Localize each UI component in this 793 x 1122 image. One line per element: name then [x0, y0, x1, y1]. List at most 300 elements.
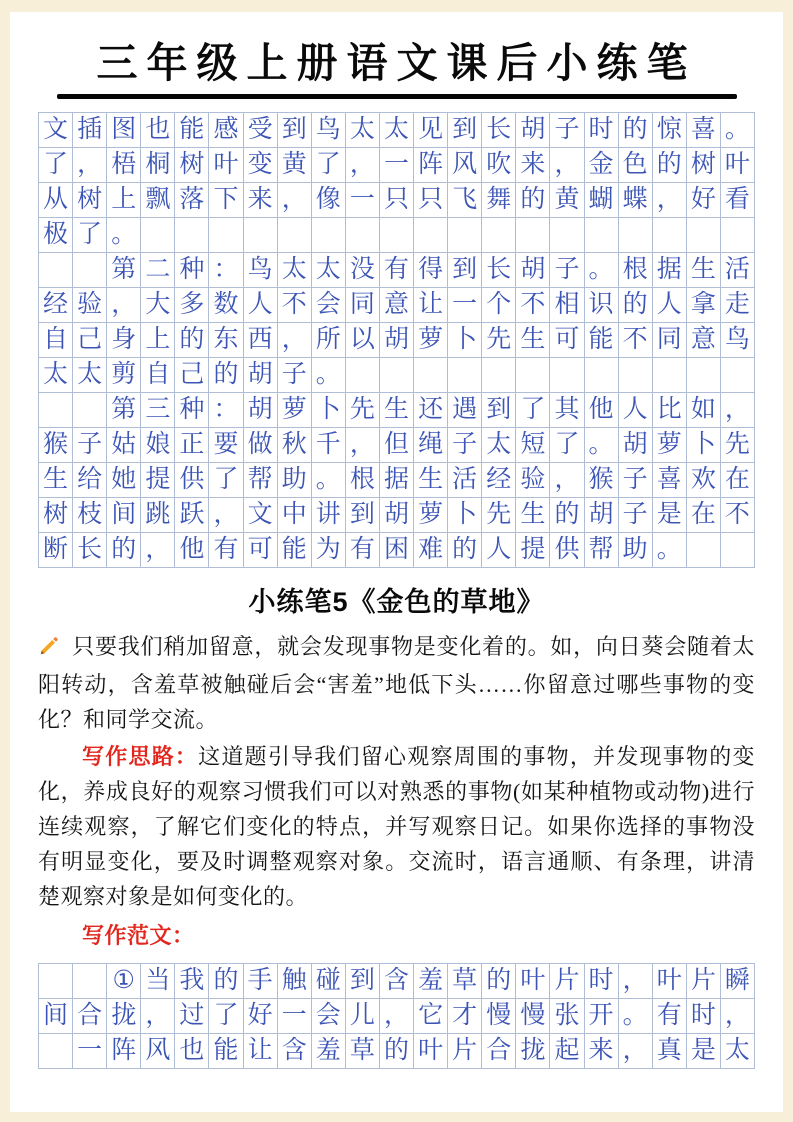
grid-cell: 胡: [619, 428, 653, 463]
grid-cell: 叶: [653, 964, 687, 999]
grid-cell: 不: [721, 498, 755, 533]
grid-cell: 提: [516, 533, 550, 568]
grid-cell: 张: [550, 999, 584, 1034]
grid-cell: 合: [73, 999, 107, 1034]
grid-cell: 据: [653, 253, 687, 288]
grid-cell: 像: [312, 183, 346, 218]
grid-cell: 来: [585, 1034, 619, 1069]
grid-cell: 草: [346, 1034, 380, 1069]
grid-cell: 真: [653, 1034, 687, 1069]
grid-cell: 猴: [39, 428, 73, 463]
grid-cell: 子: [619, 463, 653, 498]
grid-cell: 能: [209, 1034, 243, 1069]
grid-cell: 帮: [244, 463, 278, 498]
page-title: 三年级上册语文课后小练笔: [96, 40, 697, 86]
grid-cell: ，: [346, 428, 380, 463]
grid-cell: 太: [312, 253, 346, 288]
grid-cell: 金: [585, 148, 619, 183]
grid-cell: 秋: [278, 428, 312, 463]
grid-cell: [619, 218, 653, 253]
grid-cell: 开: [585, 999, 619, 1034]
grid-cell: 娘: [141, 428, 175, 463]
grid-cell: 它: [414, 999, 448, 1034]
grid-cell: 有: [346, 533, 380, 568]
grid-cell: ，: [721, 393, 755, 428]
grid-cell: 了: [73, 218, 107, 253]
grid-cell: 在: [721, 463, 755, 498]
grid-cell: 根: [619, 253, 653, 288]
grid-cell: 助: [278, 463, 312, 498]
grid-cell: 文: [39, 113, 73, 148]
grid-cell: 活: [448, 463, 482, 498]
grid-cell: 以: [346, 323, 380, 358]
grid-cell: 的: [550, 498, 584, 533]
grid-cell: 先: [482, 498, 516, 533]
grid-cell: 上: [107, 183, 141, 218]
grid-cell: 的: [653, 148, 687, 183]
grid-cell: [585, 358, 619, 393]
grid-cell: 困: [380, 533, 414, 568]
grid-cell: 西: [244, 323, 278, 358]
grid-cell: [414, 218, 448, 253]
grid-cell: 长: [73, 533, 107, 568]
grid-cell: 不: [619, 323, 653, 358]
grid-cell: 绳: [414, 428, 448, 463]
grid-cell: 才: [448, 999, 482, 1034]
grid-cell: ，: [619, 964, 653, 999]
grid-cell: 识: [585, 288, 619, 323]
grid-cell: 子: [550, 253, 584, 288]
grid-cell: ，: [653, 183, 687, 218]
grid-cell: 树: [687, 148, 721, 183]
grid-cell: 插: [73, 113, 107, 148]
grid-cell: 只: [380, 183, 414, 218]
grid-cell: 一: [380, 148, 414, 183]
thinking-label: 写作思路：: [82, 744, 199, 769]
grid-cell: 可: [244, 533, 278, 568]
grid-cell: 中: [278, 498, 312, 533]
grid-cell: [687, 533, 721, 568]
grid-cell: 人: [653, 288, 687, 323]
grid-cell: 树: [39, 498, 73, 533]
grid-cell: 三: [141, 393, 175, 428]
grid-cell: 惊: [653, 113, 687, 148]
grid-cell: 走: [721, 288, 755, 323]
grid-cell: 供: [175, 463, 209, 498]
grid-cell: 一: [448, 288, 482, 323]
grid-cell: 是: [653, 498, 687, 533]
grid-cell: 碰: [312, 964, 346, 999]
grid-cell: [380, 218, 414, 253]
grid-cell: 太: [73, 358, 107, 393]
grid-cell: 据: [380, 463, 414, 498]
grid-cell: 叶: [721, 148, 755, 183]
grid-cell: 讲: [312, 498, 346, 533]
grid-cell: 鸟: [721, 323, 755, 358]
grid-cell: ，: [550, 148, 584, 183]
grid-cell: ：: [209, 393, 243, 428]
grid-cell: 遇: [448, 393, 482, 428]
grid-cell: 含: [278, 1034, 312, 1069]
grid-cell: 身: [107, 323, 141, 358]
grid-cell: 不: [516, 288, 550, 323]
grid-cell: 卜: [687, 428, 721, 463]
grid-cell: 来: [516, 148, 550, 183]
grid-cell: 叶: [209, 148, 243, 183]
grid-cell: 到: [346, 498, 380, 533]
grid-cell: 阵: [107, 1034, 141, 1069]
grid-cell: 跳: [141, 498, 175, 533]
grid-cell: 了: [209, 463, 243, 498]
grid-cell: 子: [278, 358, 312, 393]
grid-cell: 卜: [448, 323, 482, 358]
grid-cell: [39, 964, 73, 999]
grid-cell: 没: [346, 253, 380, 288]
grid-cell: 生: [687, 253, 721, 288]
grid-cell: 太: [482, 428, 516, 463]
grid-cell: 梧: [107, 148, 141, 183]
title-underline: [57, 94, 737, 99]
grid-cell: 了: [39, 148, 73, 183]
grid-cell: [687, 218, 721, 253]
thinking-text: 这道题引导我们留心观察周围的事物，并发现事物的变化，养成良好的观察习惯我们可以对熟悉的事物(如某种植物或动物)进行连续观察，了解它们变化的特点，并写观察日记。如果你选择的事物没有明显变化，要及时调整观察对象。交流时，语言通顺、有条理，讲清楚观察对象是如何变化的。: [38, 744, 755, 909]
grid-cell: 飞: [448, 183, 482, 218]
grid-cell: 剪: [107, 358, 141, 393]
grid-cell: 胡: [516, 253, 550, 288]
grid-cell: 千: [312, 428, 346, 463]
grid-cell: 好: [687, 183, 721, 218]
grid-cell: 做: [244, 428, 278, 463]
grid-cell: [73, 393, 107, 428]
grid-cell: 助: [619, 533, 653, 568]
grid-cell: 提: [141, 463, 175, 498]
grid-cell: 卜: [312, 393, 346, 428]
grid-cell: 己: [175, 358, 209, 393]
grid-cell: 到: [448, 113, 482, 148]
grid-cell: ，: [73, 148, 107, 183]
grid-cell: 看: [721, 183, 755, 218]
grid-cell: 要: [209, 428, 243, 463]
grid-cell: 一: [278, 999, 312, 1034]
grid-cell: 一: [346, 183, 380, 218]
grid-cell: 卜: [448, 498, 482, 533]
grid-cell: ，: [380, 999, 414, 1034]
grid-cell: 他: [175, 533, 209, 568]
grid-cell: 羞: [414, 964, 448, 999]
grid-cell: [141, 218, 175, 253]
grid-cell: 多: [175, 288, 209, 323]
grid-cell: 时: [585, 964, 619, 999]
grid-cell: 让: [244, 1034, 278, 1069]
grid-cell: 喜: [687, 113, 721, 148]
grid-cell: 种: [175, 253, 209, 288]
grid-cell: 阵: [414, 148, 448, 183]
grid-cell: ，: [619, 1034, 653, 1069]
grid-cell: [721, 218, 755, 253]
grid-cell: 。: [107, 218, 141, 253]
grid-cell: ，: [278, 183, 312, 218]
grid-cell: [39, 1034, 73, 1069]
grid-cell: 含: [380, 964, 414, 999]
grid-cell: 只: [414, 183, 448, 218]
grid-cell: 了: [312, 148, 346, 183]
grid-cell: ，: [209, 498, 243, 533]
grid-cell: 相: [550, 288, 584, 323]
grid-cell: [414, 358, 448, 393]
grid-cell: 太: [278, 253, 312, 288]
thinking-paragraph: [38, 739, 755, 914]
grid-cell: 黄: [550, 183, 584, 218]
grid-cell: 比: [653, 393, 687, 428]
grid-cell: [39, 393, 73, 428]
grid-cell: 极: [39, 218, 73, 253]
grid-cell: 太: [380, 113, 414, 148]
grid-cell: 萝: [653, 428, 687, 463]
grid-cell: 同: [346, 288, 380, 323]
grid-cell: 数: [209, 288, 243, 323]
grid-cell: 二: [141, 253, 175, 288]
grid-cell: [585, 218, 619, 253]
grid-cell: 片: [550, 964, 584, 999]
grid-cell: 叶: [516, 964, 550, 999]
grid-cell: [550, 358, 584, 393]
grid-cell: 先: [346, 393, 380, 428]
grid-cell: 难: [414, 533, 448, 568]
grid-cell: 好: [244, 999, 278, 1034]
grid-cell: [73, 964, 107, 999]
grid-cell: 他: [585, 393, 619, 428]
grid-cell: 胡: [380, 498, 414, 533]
grid-cell: [653, 358, 687, 393]
grid-cell: 叶: [414, 1034, 448, 1069]
writing-grid-bottom: [38, 963, 755, 1069]
grid-cell: 有: [209, 533, 243, 568]
grid-cell: 的: [175, 323, 209, 358]
sample-label-line: [38, 918, 755, 953]
grid-cell: [653, 218, 687, 253]
grid-cell: 己: [73, 323, 107, 358]
grid-cell: 黄: [278, 148, 312, 183]
grid-cell: [278, 218, 312, 253]
grid-cell: 如: [687, 393, 721, 428]
grid-cell: 根: [346, 463, 380, 498]
grid-cell: [346, 218, 380, 253]
grid-cell: 意: [380, 288, 414, 323]
grid-cell: 第: [107, 253, 141, 288]
grid-cell: 也: [141, 113, 175, 148]
grid-cell: [516, 358, 550, 393]
grid-cell: 有: [380, 253, 414, 288]
grid-cell: 儿: [346, 999, 380, 1034]
grid-cell: 舞: [482, 183, 516, 218]
grid-cell: 的: [209, 964, 243, 999]
grid-cell: 太: [721, 1034, 755, 1069]
grid-cell: 会: [312, 288, 346, 323]
grid-cell: 一: [73, 1034, 107, 1069]
grid-cell: 见: [414, 113, 448, 148]
grid-cell: 生: [39, 463, 73, 498]
grid-cell: ，: [141, 999, 175, 1034]
grid-cell: 羞: [312, 1034, 346, 1069]
grid-cell: 到: [346, 964, 380, 999]
grid-cell: [550, 218, 584, 253]
grid-cell: 能: [175, 113, 209, 148]
grid-cell: 长: [482, 253, 516, 288]
grid-cell: 生: [516, 498, 550, 533]
grid-cell: [687, 358, 721, 393]
grid-cell: 胡: [516, 113, 550, 148]
grid-cell: 会: [312, 999, 346, 1034]
grid-cell: 风: [141, 1034, 175, 1069]
grid-cell: 变: [244, 148, 278, 183]
prompt-text: 只要我们稍加留意，就会发现事物是变化着的。如，向日葵会随着太阳转动，含羞草被触碰后会“害羞”地低下头……你留意过哪些事物的变化？和同学交流。: [38, 634, 755, 732]
grid-cell: 还: [414, 393, 448, 428]
grid-cell: 。: [653, 533, 687, 568]
grid-cell: 。: [619, 999, 653, 1034]
grid-cell: [516, 218, 550, 253]
worksheet-page: [10, 12, 783, 1112]
grid-cell: 图: [107, 113, 141, 148]
grid-cell: [209, 218, 243, 253]
grid-cell: 为: [312, 533, 346, 568]
section-title: 小练笔5《金色的草地》: [248, 587, 545, 617]
grid-cell: 太: [346, 113, 380, 148]
grid-cell: 文: [244, 498, 278, 533]
grid-cell: [721, 358, 755, 393]
grid-cell: 的: [107, 533, 141, 568]
grid-cell: 东: [209, 323, 243, 358]
grid-cell: 时: [585, 113, 619, 148]
grid-cell: 萝: [414, 323, 448, 358]
grid-cell: 猴: [585, 463, 619, 498]
grid-cell: 人: [244, 288, 278, 323]
grid-cell: 人: [482, 533, 516, 568]
grid-cell: 的: [380, 1034, 414, 1069]
grid-cell: 跃: [175, 498, 209, 533]
grid-cell: 短: [516, 428, 550, 463]
grid-cell: 片: [448, 1034, 482, 1069]
grid-cell: 来: [244, 183, 278, 218]
grid-cell: 太: [39, 358, 73, 393]
grid-cell: 第: [107, 393, 141, 428]
grid-cell: [448, 358, 482, 393]
grid-cell: 慢: [482, 999, 516, 1034]
grid-cell: 大: [141, 288, 175, 323]
grid-cell: 。: [312, 358, 346, 393]
grid-cell: 片: [687, 964, 721, 999]
grid-cell: 鸟: [312, 113, 346, 148]
grid-cell: 先: [482, 323, 516, 358]
grid-cell: 树: [73, 183, 107, 218]
grid-cell: 验: [73, 288, 107, 323]
grid-cell: 能: [278, 533, 312, 568]
grid-cell: 帮: [585, 533, 619, 568]
sample-label: 写作范文：: [82, 923, 195, 948]
grid-cell: 下: [209, 183, 243, 218]
grid-cell: 到: [278, 113, 312, 148]
grid-cell: 的: [516, 183, 550, 218]
grid-cell: ：: [209, 253, 243, 288]
grid-cell: 有: [653, 999, 687, 1034]
grid-cell: 了: [516, 393, 550, 428]
grid-cell: 拢: [516, 1034, 550, 1069]
grid-cell: 经: [39, 288, 73, 323]
grid-cell: ，: [721, 999, 755, 1034]
grid-cell: 得: [414, 253, 448, 288]
grid-cell: 种: [175, 393, 209, 428]
grid-cell: [721, 533, 755, 568]
grid-cell: ，: [550, 463, 584, 498]
grid-cell: 生: [516, 323, 550, 358]
grid-cell: [312, 218, 346, 253]
grid-cell: 蝴: [585, 183, 619, 218]
grid-cell: 。: [585, 253, 619, 288]
grid-cell: ，: [107, 288, 141, 323]
grid-cell: 给: [73, 463, 107, 498]
grid-cell: 所: [312, 323, 346, 358]
grid-cell: 活: [721, 253, 755, 288]
grid-cell: 供: [550, 533, 584, 568]
grid-cell: 过: [175, 999, 209, 1034]
grid-cell: 萝: [278, 393, 312, 428]
grid-cell: 落: [175, 183, 209, 218]
grid-cell: 可: [550, 323, 584, 358]
grid-cell: 的: [619, 288, 653, 323]
grid-cell: 我: [175, 964, 209, 999]
grid-cell: ①: [107, 964, 141, 999]
grid-cell: 枝: [73, 498, 107, 533]
grid-cell: 也: [175, 1034, 209, 1069]
grid-cell: 子: [448, 428, 482, 463]
grid-cell: ，: [278, 323, 312, 358]
grid-cell: 。: [585, 428, 619, 463]
grid-cell: 手: [244, 964, 278, 999]
grid-cell: 生: [414, 463, 448, 498]
grid-cell: 感: [209, 113, 243, 148]
grid-cell: 触: [278, 964, 312, 999]
grid-cell: 但: [380, 428, 414, 463]
grid-cell: 先: [721, 428, 755, 463]
grid-cell: [244, 218, 278, 253]
grid-cell: 慢: [516, 999, 550, 1034]
grid-cell: 了: [209, 999, 243, 1034]
grid-cell: 自: [39, 323, 73, 358]
grid-cell: 鸟: [244, 253, 278, 288]
grid-cell: 自: [141, 358, 175, 393]
grid-cell: 起: [550, 1034, 584, 1069]
grid-cell: 不: [278, 288, 312, 323]
grid-cell: ，: [346, 148, 380, 183]
grid-cell: 验: [516, 463, 550, 498]
grid-cell: 让: [414, 288, 448, 323]
grid-cell: 树: [175, 148, 209, 183]
grid-cell: 子: [550, 113, 584, 148]
grid-cell: 生: [380, 393, 414, 428]
grid-cell: 正: [175, 428, 209, 463]
grid-cell: 的: [448, 533, 482, 568]
grid-cell: 长: [482, 113, 516, 148]
grid-cell: [380, 358, 414, 393]
grid-cell: 胡: [585, 498, 619, 533]
grid-cell: 的: [209, 358, 243, 393]
grid-cell: 人: [619, 393, 653, 428]
grid-cell: 的: [482, 964, 516, 999]
grid-cell: 的: [619, 113, 653, 148]
grid-cell: 到: [448, 253, 482, 288]
grid-cell: [346, 358, 380, 393]
grid-cell: ，: [141, 533, 175, 568]
grid-cell: 当: [141, 964, 175, 999]
